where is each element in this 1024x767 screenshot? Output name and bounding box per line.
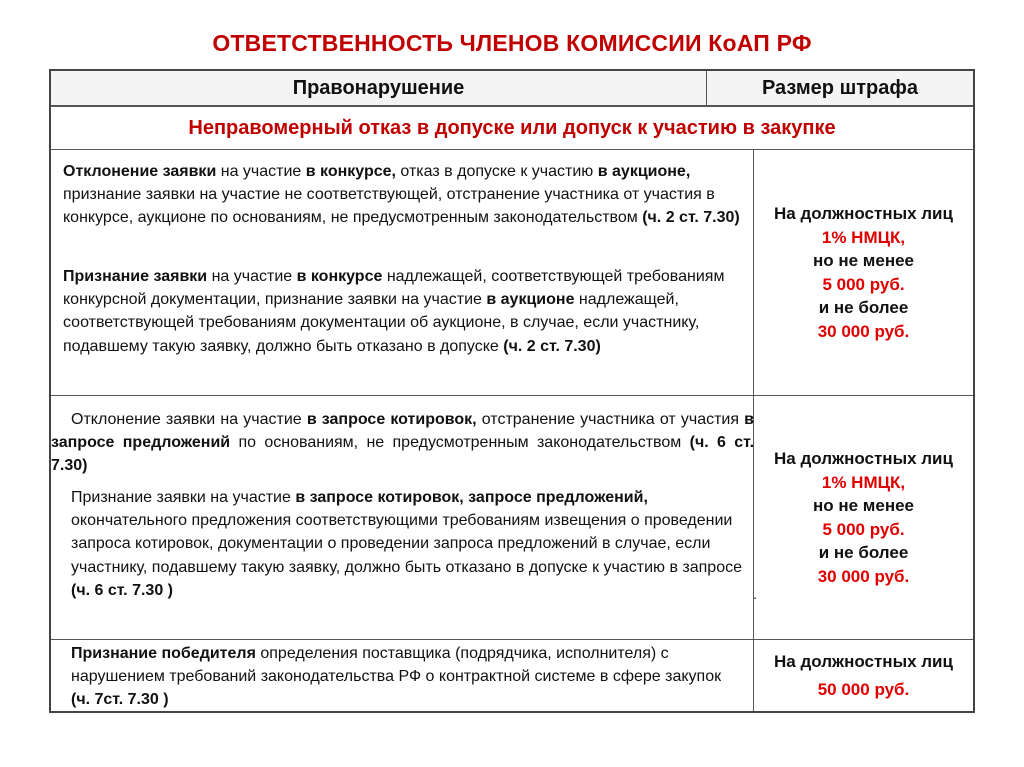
fine-cell [754, 640, 973, 711]
fine-target: На должностных лиц [774, 651, 953, 671]
text: отстранение участника от участия [476, 411, 745, 428]
text: признание заявки на участие не соответствующей, отстранение участника от участия в конкурсе, аукционе по основаниям, не предусмотренным законодательством [63, 186, 715, 227]
fine-percent: 1% НМЦК, [821, 227, 906, 247]
header-fine: Размер штрафа [761, 77, 918, 99]
offense-paragraph [51, 408, 754, 478]
text: надлежащей, соответствующей требованиям документации об аукционе, в случае, если участнику, подавшему такую заявку, должно быть отказано в допуске [63, 291, 700, 355]
fine-cell [754, 396, 973, 639]
text: Отклонение заявки на участие [71, 411, 307, 428]
text-bold: в запросе котировок, [306, 411, 477, 428]
fine-target: На должностных лиц [774, 449, 953, 468]
fine-max-value: 30 000 руб. [817, 566, 910, 586]
text-bold: в аукционе [486, 291, 575, 309]
table-row [51, 640, 973, 711]
text-bold: в запросе котировок, запросе предложений, [295, 489, 648, 506]
offense-cell [51, 150, 754, 395]
text: определения поставщика (подрядчика, исполнителя) с нарушением требований законодательства РФ о контрактной системе в сфере закупок [71, 645, 722, 686]
text: Признание заявки на участие [71, 489, 296, 506]
category-row: Неправомерный отказ в допуске или допуск к участию в закупке [51, 107, 973, 150]
text-bold: Признание заявки [63, 268, 208, 285]
table-row [51, 150, 973, 396]
text-bold: в конкурсе, [305, 163, 396, 180]
fine-percent: 1% НМЦК, [821, 472, 906, 492]
article-ref: (ч. 6 ст. 7.30 ) [71, 581, 173, 599]
offense-paragraph [63, 160, 748, 230]
text: отказ в допуске к участию [395, 163, 598, 180]
table-row [51, 396, 973, 640]
text-bold: в конкурсе [296, 268, 383, 285]
article-ref: (ч. 6 ст. 7.30) [51, 434, 755, 475]
fine-min-label: но не менее [812, 251, 915, 270]
fine-value: 50 000 руб. [817, 679, 910, 699]
text-bold: в запросе предложений [51, 411, 755, 452]
fine-min-value: 5 000 руб. [822, 519, 905, 539]
offense-cell [51, 640, 754, 711]
stray-dot: . [753, 586, 757, 602]
text: по основаниям, не предусмотренным законодательством [230, 434, 690, 452]
header-offense: Правонарушение [51, 71, 707, 105]
fine-max-label: и не более [818, 298, 909, 317]
offense-paragraph [71, 642, 731, 712]
offense-cell [51, 396, 754, 639]
offense-paragraph [71, 486, 761, 602]
fine-min-label: но не менее [812, 496, 915, 515]
article-ref: (ч. 2 ст. 7.30) [503, 337, 601, 355]
text-bold: Признание победителя [71, 645, 256, 662]
text: на участие [216, 163, 306, 180]
article-ref: (ч. 2 ст. 7.30) [642, 209, 740, 227]
responsibility-table [49, 69, 975, 713]
article-ref: (ч. 7ст. 7.30 ) [71, 691, 169, 709]
offense-paragraph [63, 265, 735, 358]
fine-target: На должностных лиц [774, 204, 953, 223]
fine-min-value: 5 000 руб. [822, 274, 905, 294]
table-header [51, 71, 973, 107]
text: надлежащей, соответствующей требованиям конкурсной документации, признание заявки на участие [63, 268, 725, 309]
fine-cell [754, 150, 973, 395]
fine-max-label: и не более [818, 543, 909, 562]
text: окончательного предложения соответствующими требованиям извещения о проведении запроса котировок, документации о проведении запроса предложений в случае, если участнику, подавшему такую заявку, должно быть отказано в допуске к участию в запросе [71, 512, 742, 576]
text-bold: в аукционе, [597, 163, 691, 180]
page-title: ОТВЕТСТВЕННОСТЬ ЧЛЕНОВ КОМИССИИ КоАП РФ [212, 30, 812, 56]
text: на участие [207, 268, 297, 285]
fine-max-value: 30 000 руб. [817, 321, 910, 341]
text-bold: Отклонение заявки [63, 163, 217, 180]
